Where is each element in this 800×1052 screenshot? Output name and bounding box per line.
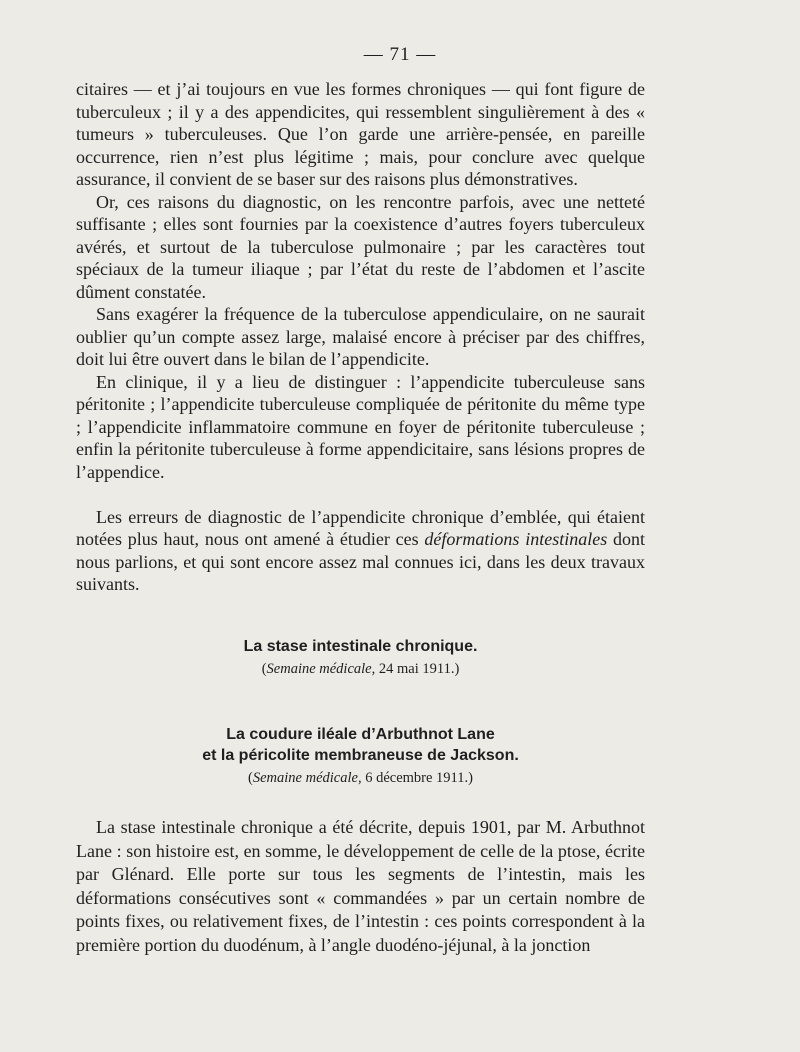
- paragraph: citaires — et j’ai toujours en vue les formes chroniques — qui font figure de tuberculeux ; il y a des appendicites, qui ressemblent singulièrement à des « tumeurs » tuberculeuses. Que l’on garde une arrière-pensée, en pareille occurrence, rien n’est plus légitime ; mais, pour conclure avec quelque assurance, il convient de se baser sur des raisons plus démonstratives.: [76, 79, 645, 189]
- paragraph: En clinique, il y a lieu de distinguer : l’appendicite tuberculeuse sans péritonite ; l’appendicite tuberculeuse compliquée de péritonite du même type ; l’appendicite inflammatoire commune en foyer de péritonite tuberculeuse ; enfin la péritonite tuberculeuse à forme appendicitaire, sans lésions propres de l’appendice.: [76, 371, 645, 482]
- text-span: dont nous parlions, et qui sont encore assez mal connues ici, dans les deux travaux suivants.: [76, 529, 645, 594]
- article-source: (Semaine médicale, 6 décembre 1911.): [248, 770, 473, 786]
- source-date: 24 mai 1911.: [375, 661, 455, 677]
- intro-text: [76, 78, 645, 596]
- source-journal: Semaine médicale,: [252, 770, 362, 786]
- paragraph: Or, ces raisons du diagnostic, on les rencontre parfois, avec une netteté suffisante ; elles sont fournies par la coexistence d’autres foyers tuberculeux avérés, et surtout de la tuberculose pulmonaire ; par les caractères tout spéciaux de la tumeur iliaque ; par l’état du reste de l’abdomen et l’ascite dûment constatée.: [76, 191, 645, 302]
- article-title-line-2: et la péricolite membraneuse de Jackson.: [202, 747, 519, 764]
- text-span: Les erreurs de diagnostic de l’appendicite chronique d’emblée, qui étaient notées plus haut, nous ont amené à étudier ces: [76, 506, 645, 549]
- page-number: — 71 —: [363, 44, 437, 65]
- italic-term: déformations intestinales: [424, 529, 608, 549]
- article-title-line-1: La coudure iléale d’Arbuthnot Lane: [226, 726, 495, 743]
- closing-text: [76, 816, 645, 957]
- article-heading-1: [76, 636, 645, 679]
- paragraph: Sans exagérer la fréquence de la tuberculose appendiculaire, on ne saurait oublier qu’un compte assez large, malaisé encore à préciser par des chiffres, doit lui être ouvert dans le bilan de l’appendicite.: [76, 304, 645, 369]
- article-title: La stase intestinale chronique.: [243, 638, 478, 655]
- source-journal: Semaine médicale,: [266, 661, 376, 677]
- article-source: (Semaine médicale, 24 mai 1911.): [261, 661, 460, 677]
- transition-paragraph: [76, 506, 645, 596]
- paragraph: La stase intestinale chronique a été décrite, depuis 1901, par M. Arbuthnot Lane : son histoire est, en somme, le développement de celle de la ptose, écrite par Glénard. Elle porte sur tous les segments de l’intestin, mais les déformations consécutives sont « commandées » par un certain nombre de points fixes, ou relativement fixes, de l’intestin : ces points correspondent à la première portion du duodénum, à l’angle duodéno-jéjunal, à la jonction: [76, 817, 645, 955]
- article-heading-2: [76, 724, 645, 788]
- source-date: 6 décembre 1911.: [361, 770, 469, 786]
